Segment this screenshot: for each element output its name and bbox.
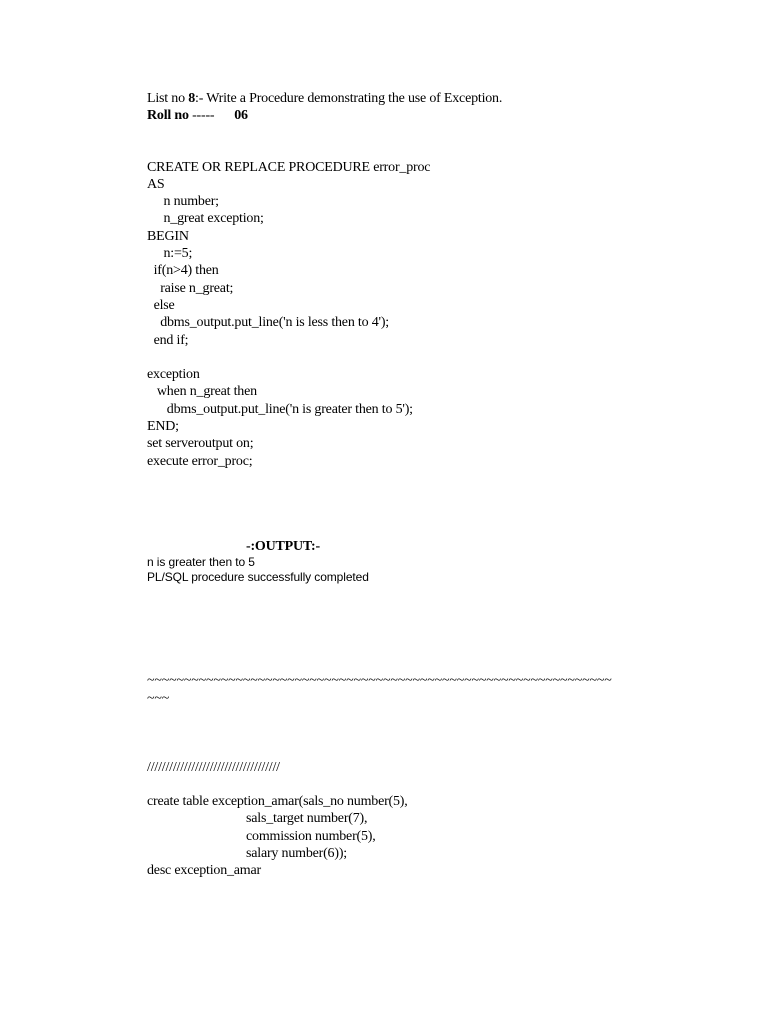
spacer — [147, 125, 667, 159]
document-page — [147, 90, 667, 880]
spacer — [147, 776, 667, 793]
code-line: n number; — [147, 194, 219, 210]
roll-value: 06 — [234, 108, 248, 124]
code-line: when n_great then — [147, 384, 257, 400]
code-line: BEGIN — [147, 228, 189, 244]
separator-line: ~~~~~~~~~~~~~~~~~~~~~~~~~~~~~~~~~~~~~~~~~~~~~~~~~~~~~~~~~~~~~~~ — [147, 673, 612, 689]
code-line: raise n_great; — [147, 280, 234, 296]
list-title: :- Write a Procedure demonstrating the use of Exception. — [195, 91, 503, 106]
code-line: n_great exception; — [147, 211, 264, 227]
list-heading — [147, 90, 667, 107]
slash-divider: //////////////////////////////////// — [147, 759, 280, 775]
code-line: salary number(6)); — [147, 846, 347, 862]
output-section — [147, 538, 667, 585]
code-line: CREATE OR REPLACE PROCEDURE error_proc — [147, 159, 431, 175]
code-line: if(n>4) then — [147, 263, 219, 279]
list-number: 8 — [188, 91, 195, 106]
table-code-block — [147, 793, 667, 879]
output-line: n is greater then to 5 — [147, 555, 255, 570]
code-line: sals_target number(7), — [147, 811, 368, 827]
code-line: set serveroutput on; — [147, 436, 254, 452]
tilde-separator — [147, 672, 667, 707]
roll-label: Roll no — [147, 108, 189, 124]
code-line: n:=5; — [147, 246, 193, 262]
code-line: end if; — [147, 332, 189, 348]
code-line: dbms_output.put_line('n is greater then to 5'); — [147, 401, 413, 417]
output-heading: -:OUTPUT:- — [246, 538, 320, 554]
code-line: commission number(5), — [147, 828, 376, 844]
code-line: dbms_output.put_line('n is less then to 4'); — [147, 315, 389, 331]
code-line: create table exception_amar(sals_no number(5), — [147, 794, 408, 810]
separator-line: ~~~ — [147, 690, 170, 706]
code-line: desc exception_amar — [147, 863, 261, 879]
code-line: execute error_proc; — [147, 453, 253, 469]
spacer — [147, 707, 667, 759]
code-line: else — [147, 297, 175, 313]
roll-number-line — [147, 107, 667, 124]
code-line: AS — [147, 176, 165, 192]
list-prefix: List no — [147, 91, 189, 106]
code-line: END; — [147, 419, 179, 435]
output-line: PL/SQL procedure successfully completed — [147, 570, 369, 585]
roll-dashes: ----- — [188, 108, 218, 124]
spacer — [147, 585, 667, 672]
code-line — [147, 349, 667, 366]
spacer — [147, 470, 667, 538]
code-line: exception — [147, 367, 200, 383]
procedure-code-block — [147, 159, 667, 470]
